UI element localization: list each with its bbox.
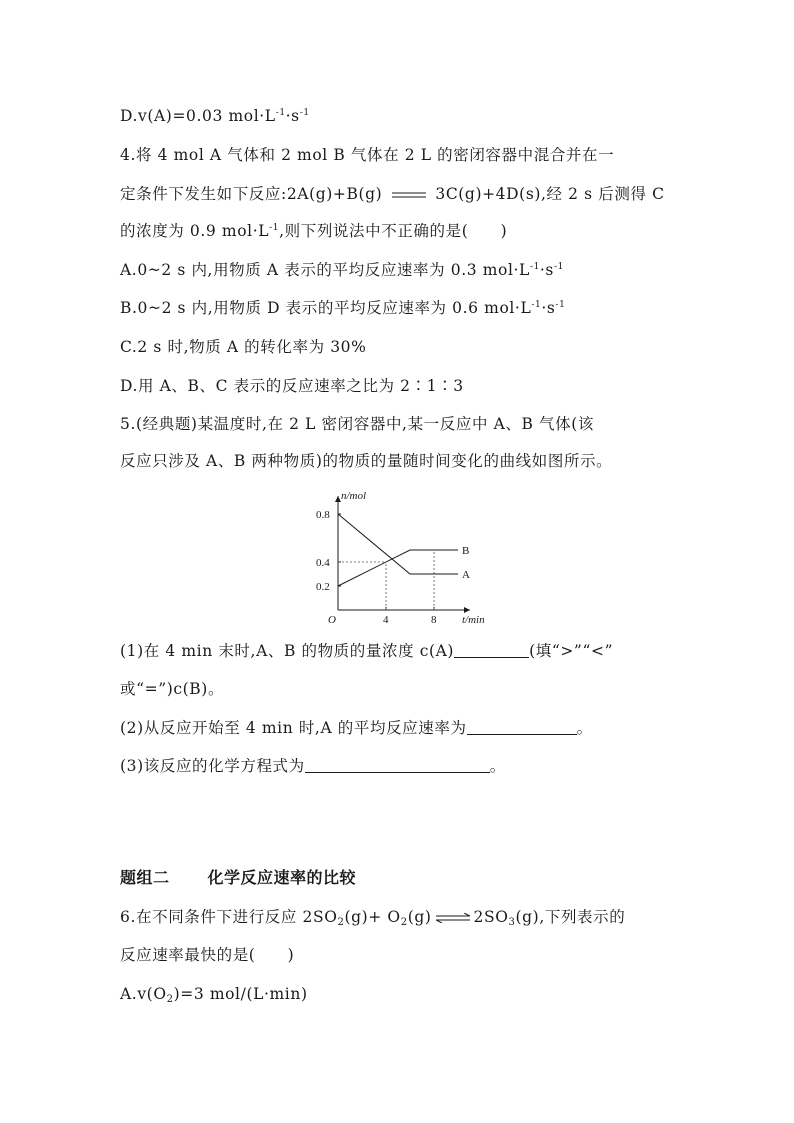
q5-sub1-line-2	[120, 679, 224, 699]
q4-option-d	[120, 376, 464, 396]
q5-sub3-text: (3)该反应的化学方程式为	[120, 757, 305, 775]
subscript: 2	[400, 917, 408, 928]
exponent: -1	[275, 108, 286, 118]
amount-vs-time-chart	[308, 478, 488, 628]
q5-stem-2: 反应只涉及 A、B 两种物质)的物质的量随时间变化的曲线如图所示。	[120, 452, 613, 470]
reversible-arrow-icon	[436, 913, 470, 923]
answer-blank-3[interactable]	[305, 756, 490, 773]
group-title: 化学反应速率的比较	[207, 868, 357, 887]
q4-stem-3-pre: 的浓度为 0.9 mol·L	[120, 222, 270, 240]
subscript: 2	[166, 994, 174, 1005]
q6-stem-2: 反应速率最快的是( )	[120, 946, 295, 964]
q5-sub1-text: (1)在 4 min 末时,A、B 的物质的量浓度 c(A)	[120, 642, 455, 660]
q5-sub2-text: (2)从反应开始至 4 min 时,A 的平均反应速率为	[120, 719, 467, 737]
exponent: -1	[555, 300, 566, 310]
q5-sub1-line	[120, 641, 613, 661]
exponent: -1	[299, 108, 310, 118]
q5-line-2	[120, 451, 612, 471]
answer-blank-2[interactable]	[467, 718, 577, 735]
y-tick-label: 0.2	[316, 581, 330, 593]
q6-option-a-post: )=3 mol/(L·min)	[173, 985, 308, 1003]
x-tick-label: 4	[383, 614, 389, 626]
q5-line-1	[120, 414, 594, 434]
subscript: 3	[508, 917, 516, 928]
series-label-B: B	[462, 545, 470, 557]
q5-stem-1: 5.(经典题)某温度时,在 2 L 密闭容器中,某一反应中 A、B 气体(该	[120, 415, 594, 433]
series-line-B	[338, 550, 458, 586]
unit-s: ·s	[539, 261, 554, 279]
answer-blank-1[interactable]	[454, 641, 529, 658]
q5-sub2-line	[120, 718, 593, 738]
q4-option-b	[120, 298, 565, 318]
q4-line-1	[120, 145, 614, 165]
q4-stem-2-post: 3C(g)+4D(s),经 2 s 后测得 C	[435, 185, 665, 203]
subscript: 2	[337, 917, 345, 928]
q6-stem-mid: (g)+ O	[344, 908, 401, 926]
option-c-text: C.2 s 时,物质 A 的转化率为 30%	[120, 338, 367, 356]
q6-stem-mid: (g)	[407, 908, 432, 926]
option-d-text: D.v(A)=0.03 mol·L	[120, 107, 276, 125]
option-b-text: B.0~2 s 内,用物质 D 表示的平均反应速率为 0.6 mol·L	[120, 299, 532, 317]
q4-line-2	[120, 184, 665, 204]
q6-stem-mid: 2SO	[473, 908, 509, 926]
q5-sub1-hint: (填“>”“<”	[529, 642, 614, 660]
q5-sub1-text-2: 或“=”)c(B)。	[120, 680, 225, 698]
q6-stem-post: (g),下列表示的	[515, 908, 626, 926]
series-line-A	[338, 514, 458, 574]
q4-option-c	[120, 337, 366, 357]
unit-s: ·s	[285, 107, 300, 125]
q4-stem-3-post: ,则下列说法中不正确的是( )	[279, 222, 508, 240]
exponent: -1	[529, 262, 540, 272]
q5-sub3-line	[120, 756, 506, 776]
period: 。	[576, 719, 593, 737]
y-tick-label: 0.8	[316, 509, 330, 521]
exponent: -1	[531, 300, 542, 310]
q6-option-a-pre: A.v(O	[120, 985, 167, 1003]
y-axis-label: n/mol	[341, 490, 367, 502]
q6-line-1	[120, 907, 625, 927]
q6-stem-pre: 6.在不同条件下进行反应 2SO	[120, 908, 338, 926]
x-axis-arrow-icon	[464, 607, 470, 613]
equilibrium-equals-icon	[392, 191, 426, 199]
period: 。	[489, 757, 506, 775]
series-label-A: A	[462, 569, 470, 581]
q4-stem-1: 4.将 4 mol A 气体和 2 mol B 气体在 2 L 的密闭容器中混合并在一	[120, 146, 615, 164]
q4-option-a	[120, 260, 564, 280]
y-tick-label: 0.4	[316, 557, 330, 569]
x-axis-label: t/min	[462, 614, 485, 626]
section-heading	[120, 868, 356, 888]
unit-s: ·s	[541, 299, 556, 317]
exponent: -1	[554, 262, 564, 272]
option-d-text: D.用 A、B、C 表示的反应速率之比为 2∶1∶3	[120, 377, 464, 395]
option-d-line	[120, 106, 310, 126]
q6-line-2	[120, 945, 294, 965]
q4-line-3	[120, 221, 507, 241]
group-label: 题组二	[120, 868, 170, 887]
q6-option-a	[120, 984, 308, 1004]
option-a-text: A.0~2 s 内,用物质 A 表示的平均反应速率为 0.3 mol·L	[120, 261, 530, 279]
origin-label: O	[328, 614, 336, 626]
exponent: -1	[269, 223, 280, 233]
q4-stem-2-pre: 定条件下发生如下反应:2A(g)+B(g)	[120, 185, 383, 203]
x-tick-label: 8	[431, 614, 437, 626]
